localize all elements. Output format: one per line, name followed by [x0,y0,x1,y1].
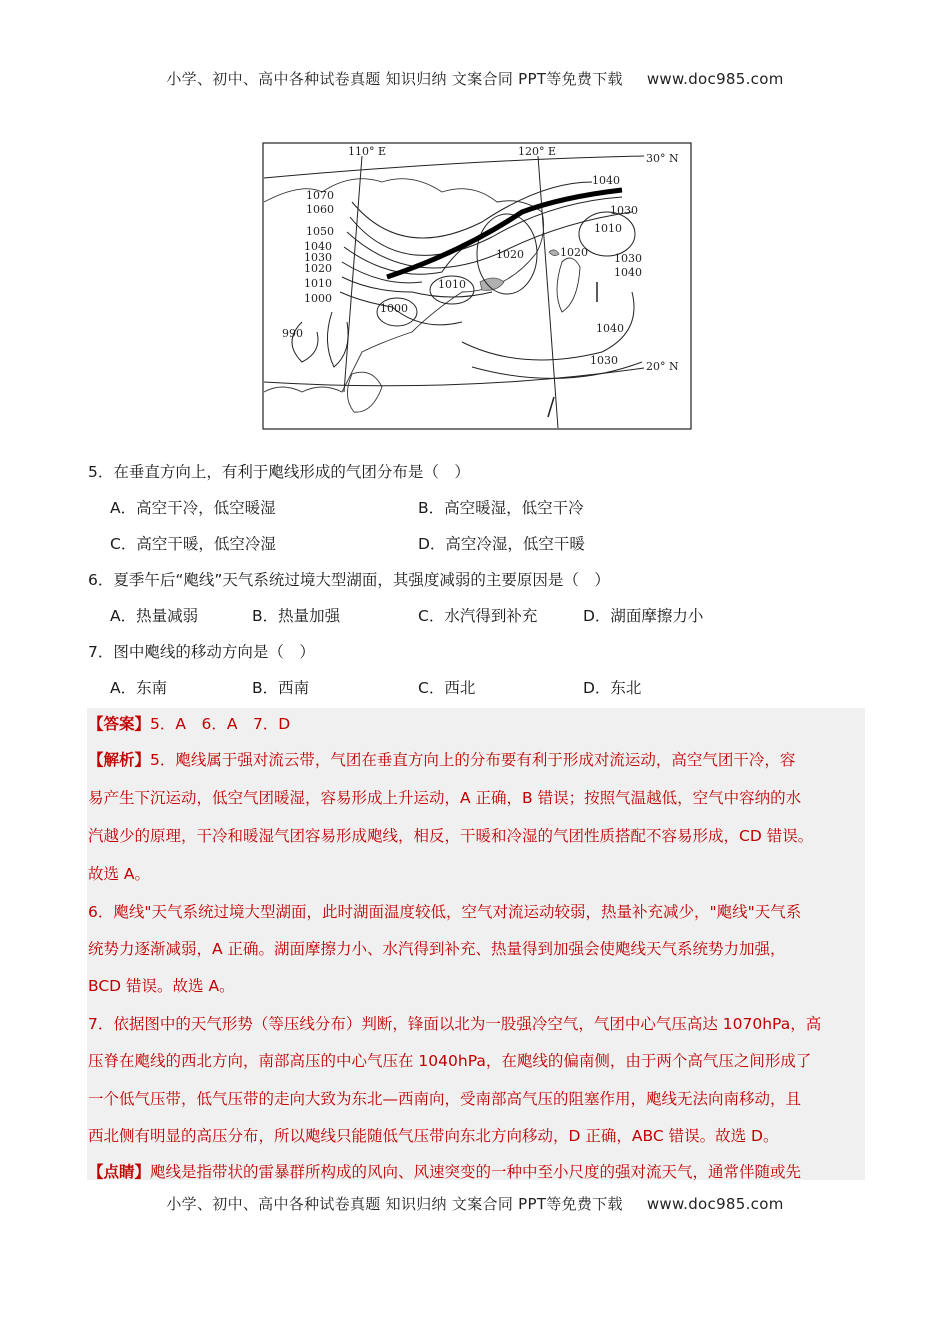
explain-line: BCD 错误。故选 A。 [88,977,235,995]
q5-option-b: B．高空暖湿，低空干冷 [418,499,584,517]
isobar-label: 1030 [304,251,332,264]
isobar-label: 1070 [306,189,334,202]
q5-option-d: D．高空冷湿，低空干暖 [418,535,585,553]
lat-30-label: 30° N [646,152,679,165]
isobar-label: 1020 [304,262,332,275]
isobar-label: 1030 [610,204,638,217]
lat-20-label: 20° N [646,360,679,373]
explain-line: 7．依据图中的天气形势（等压线分布）判断，锋面以北为一股强冷空气，气团中心气压高达 1070hPa，高 [88,1015,822,1033]
point-tag: 【点睛】 [88,1163,151,1181]
explain-line: 压脊在飑线的西北方向，南部高压的中心气压在 1040hPa，在飑线的偏南侧，由于两个高气压之间形成了 [88,1052,812,1070]
isobar-label: 1030 [614,252,642,265]
q5-option-a: A．高空干冷，低空暖湿 [110,499,276,517]
isobar-label: 1040 [596,322,624,335]
question-5-stem: 5．在垂直方向上，有利于飑线形成的气团分布是（ ） [88,463,470,481]
page-header [0,68,950,89]
explain-line: 6．飑线"天气系统过境大型湖面，此时湖面温度较低，空气对流运动较弱，热量补充减少，"飑线"天气系 [88,903,802,921]
isobar-label: 1060 [306,203,334,216]
point-line [88,1160,801,1182]
q6-option-b: B．热量加强 [252,607,341,625]
explain-line: 西北侧有明显的高压分布，所以飑线只能随低气压带向东北方向移动，D 正确，ABC 错误。故选 D。 [88,1127,779,1145]
explain-line: 易产生下沉运动，低空气团暖湿，容易形成上升运动，A 正确，B 错误；按照气温越低，空气中容纳的水 [88,789,802,807]
question-6-stem: 6．夏季午后“飑线”天气系统过境大型湖面，其强度减弱的主要原因是（ ） [88,571,610,589]
q5-option-c: C．高空干暖，低空冷湿 [110,535,276,553]
question-7-stem: 7．图中飑线的移动方向是（ ） [88,643,315,661]
explain-line: 一个低气压带，低气压带的走向大致为东北—西南向，受南部高气压的阻塞作用，飑线无法向南移动，且 [88,1090,802,1108]
q6-option-c: C．水汽得到补充 [418,607,538,625]
q7-option-b: B．西南 [252,679,310,697]
explain-line: 统势力逐渐减弱，A 正确。湖面摩擦力小、水汽得到补充、热量得到加强会使飑线天气系统势力加强， [88,940,786,958]
weather-map [262,142,692,432]
q7-option-c: C．西北 [418,679,476,697]
isobar-label: 990 [282,327,303,340]
isobar-label: 1040 [614,266,642,279]
isobar-label: 1050 [306,225,334,238]
explain-line: 汽越少的原理，干冷和暖湿气团容易形成飑线，相反，干暖和冷湿的气团性质搭配不容易形成，CD 错误。 [88,827,814,845]
isobar-map-svg [262,142,692,432]
footer-text: 小学、初中、高中各种试卷真题 知识归纳 文案合同 PPT等免费下载 [166,1195,623,1213]
explain-line: 故选 A。 [88,865,151,883]
answer-text: 5．A 6．A 7．D [150,715,291,733]
page-footer [0,1193,950,1214]
isobar-label: 1040 [304,240,332,253]
isobar-label: 1010 [304,277,332,290]
lon-110-label: 110° E [348,145,387,158]
isobar-label: 1020 [496,248,524,261]
answer-line [88,712,290,734]
q6-option-a: A．热量减弱 [110,607,199,625]
q6-option-d: D．湖面摩擦力小 [583,607,704,625]
isobar-label: 1040 [592,174,620,187]
isobar-label: 1000 [380,302,408,315]
isobar-label: 1030 [590,354,618,367]
explain-text: 5．飑线属于强对流云带，气团在垂直方向上的分布要有利于形成对流运动，高空气团干冷，容 [150,751,796,769]
answer-tag: 【答案】 [88,715,151,733]
isobar-label: 1000 [304,292,332,305]
header-url[interactable]: www.doc985.com [646,70,784,88]
isobar-label: 1020 [560,246,588,259]
isobar-label: 1010 [438,278,466,291]
explain-line-1 [88,748,795,770]
isobar-label: 1010 [594,222,622,235]
header-text: 小学、初中、高中各种试卷真题 知识归纳 文案合同 PPT等免费下载 [166,70,623,88]
footer-url[interactable]: www.doc985.com [646,1195,784,1213]
point-text: 飑线是指带状的雷暴群所构成的风向、风速突变的一种中至小尺度的强对流天气，通常伴随或先 [150,1163,802,1181]
q7-option-d: D．东北 [583,679,642,697]
lon-120-label: 120° E [518,145,557,158]
explain-tag: 【解析】 [88,751,151,769]
q7-option-a: A．东南 [110,679,168,697]
